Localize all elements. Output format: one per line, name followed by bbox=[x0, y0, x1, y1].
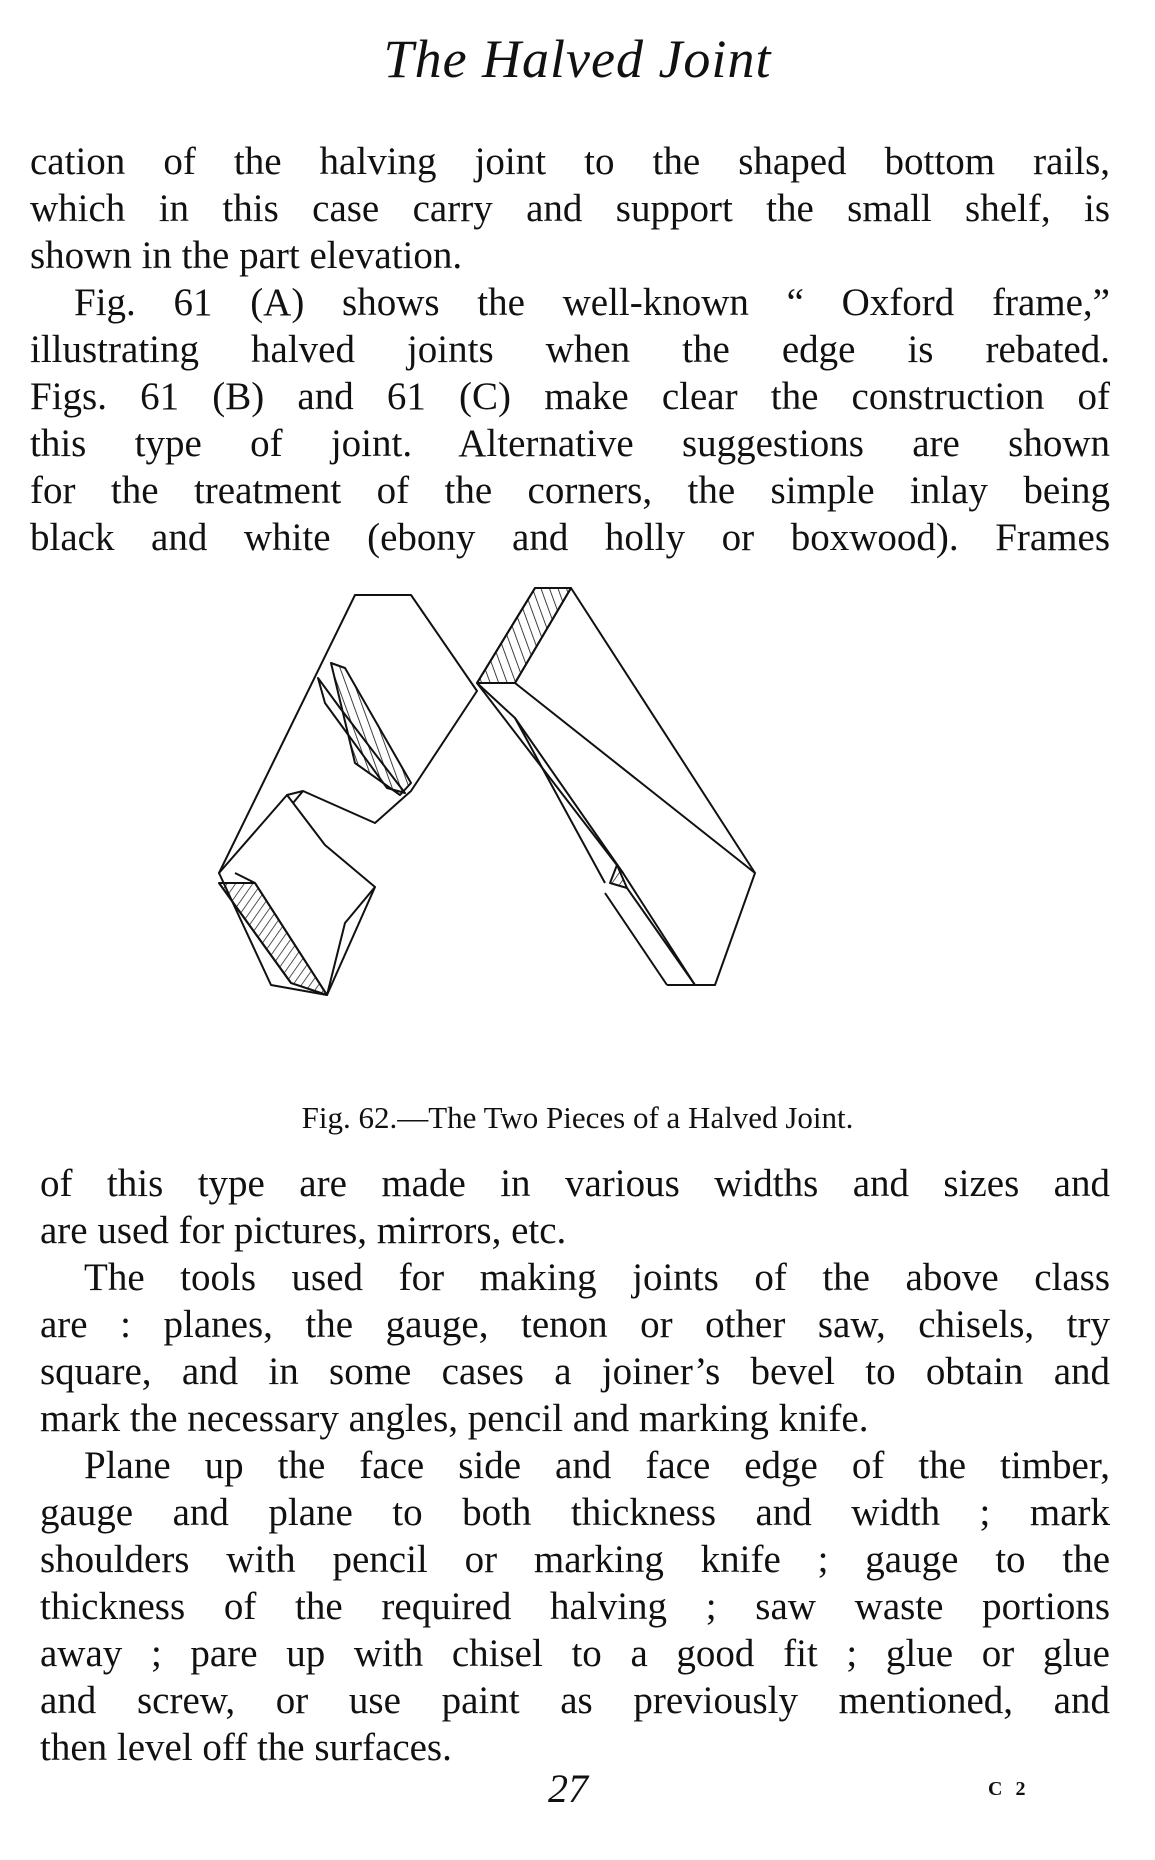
text-line: The tools used for making joints of the above class bbox=[84, 1256, 1110, 1299]
text-line: square, and in some cases a joiner’s bevel to obtain and bbox=[40, 1350, 1110, 1393]
text-line: for the treatment of the corners, the simple inlay being bbox=[30, 469, 1110, 512]
text-line: Fig. 61 (A) shows the well-known “ Oxford frame,” bbox=[74, 281, 1110, 324]
signature-mark: C 2 bbox=[988, 1778, 1030, 1800]
text-line: cation of the halving joint to the shaped bottom rails, bbox=[30, 140, 1110, 183]
figure-caption: Fig. 62.—The Two Pieces of a Halved Joint. bbox=[301, 1100, 854, 1135]
body-text-bottom bbox=[40, 1160, 1110, 1771]
text-line: then level off the surfaces. bbox=[40, 1726, 452, 1769]
text-line: this type of joint. Alternative suggestions are shown bbox=[30, 422, 1110, 465]
text-line: shoulders with pencil or marking knife ; gauge to the bbox=[40, 1538, 1110, 1581]
right-joint-piece bbox=[477, 588, 755, 985]
text-line: are : planes, the gauge, tenon or other saw, chisels, try bbox=[40, 1303, 1110, 1346]
text-line: illustrating halved joints when the edge is rebated. bbox=[30, 328, 1110, 371]
left-joint-piece bbox=[219, 595, 477, 995]
text-line: and screw, or use paint as previously mentioned, and bbox=[40, 1679, 1110, 1722]
text-line: thickness of the required halving ; saw waste portions bbox=[40, 1585, 1110, 1628]
text-line: gauge and plane to both thickness and width ; mark bbox=[40, 1491, 1110, 1534]
text-line: Plane up the face side and face edge of the timber, bbox=[84, 1444, 1110, 1487]
body-text-top bbox=[30, 138, 1110, 561]
text-line: black and white (ebony and holly or boxwood). Frames bbox=[30, 516, 1110, 559]
text-line: mark the necessary angles, pencil and marking knife. bbox=[40, 1397, 869, 1440]
halved-joint-illustration bbox=[215, 583, 935, 1083]
text-line: which in this case carry and support the small shelf, is bbox=[30, 187, 1110, 230]
text-line: of this type are made in various widths and sizes and bbox=[40, 1162, 1110, 1205]
text-line: Figs. 61 (B) and 61 (C) make clear the construction of bbox=[30, 375, 1110, 418]
page-number: 27 bbox=[548, 1766, 588, 1811]
text-line: away ; pare up with chisel to a good fit ; glue or glue bbox=[40, 1632, 1110, 1675]
page-title: The Halved Joint bbox=[383, 29, 772, 89]
text-line: are used for pictures, mirrors, etc. bbox=[40, 1209, 567, 1252]
text-line: shown in the part elevation. bbox=[30, 234, 463, 277]
